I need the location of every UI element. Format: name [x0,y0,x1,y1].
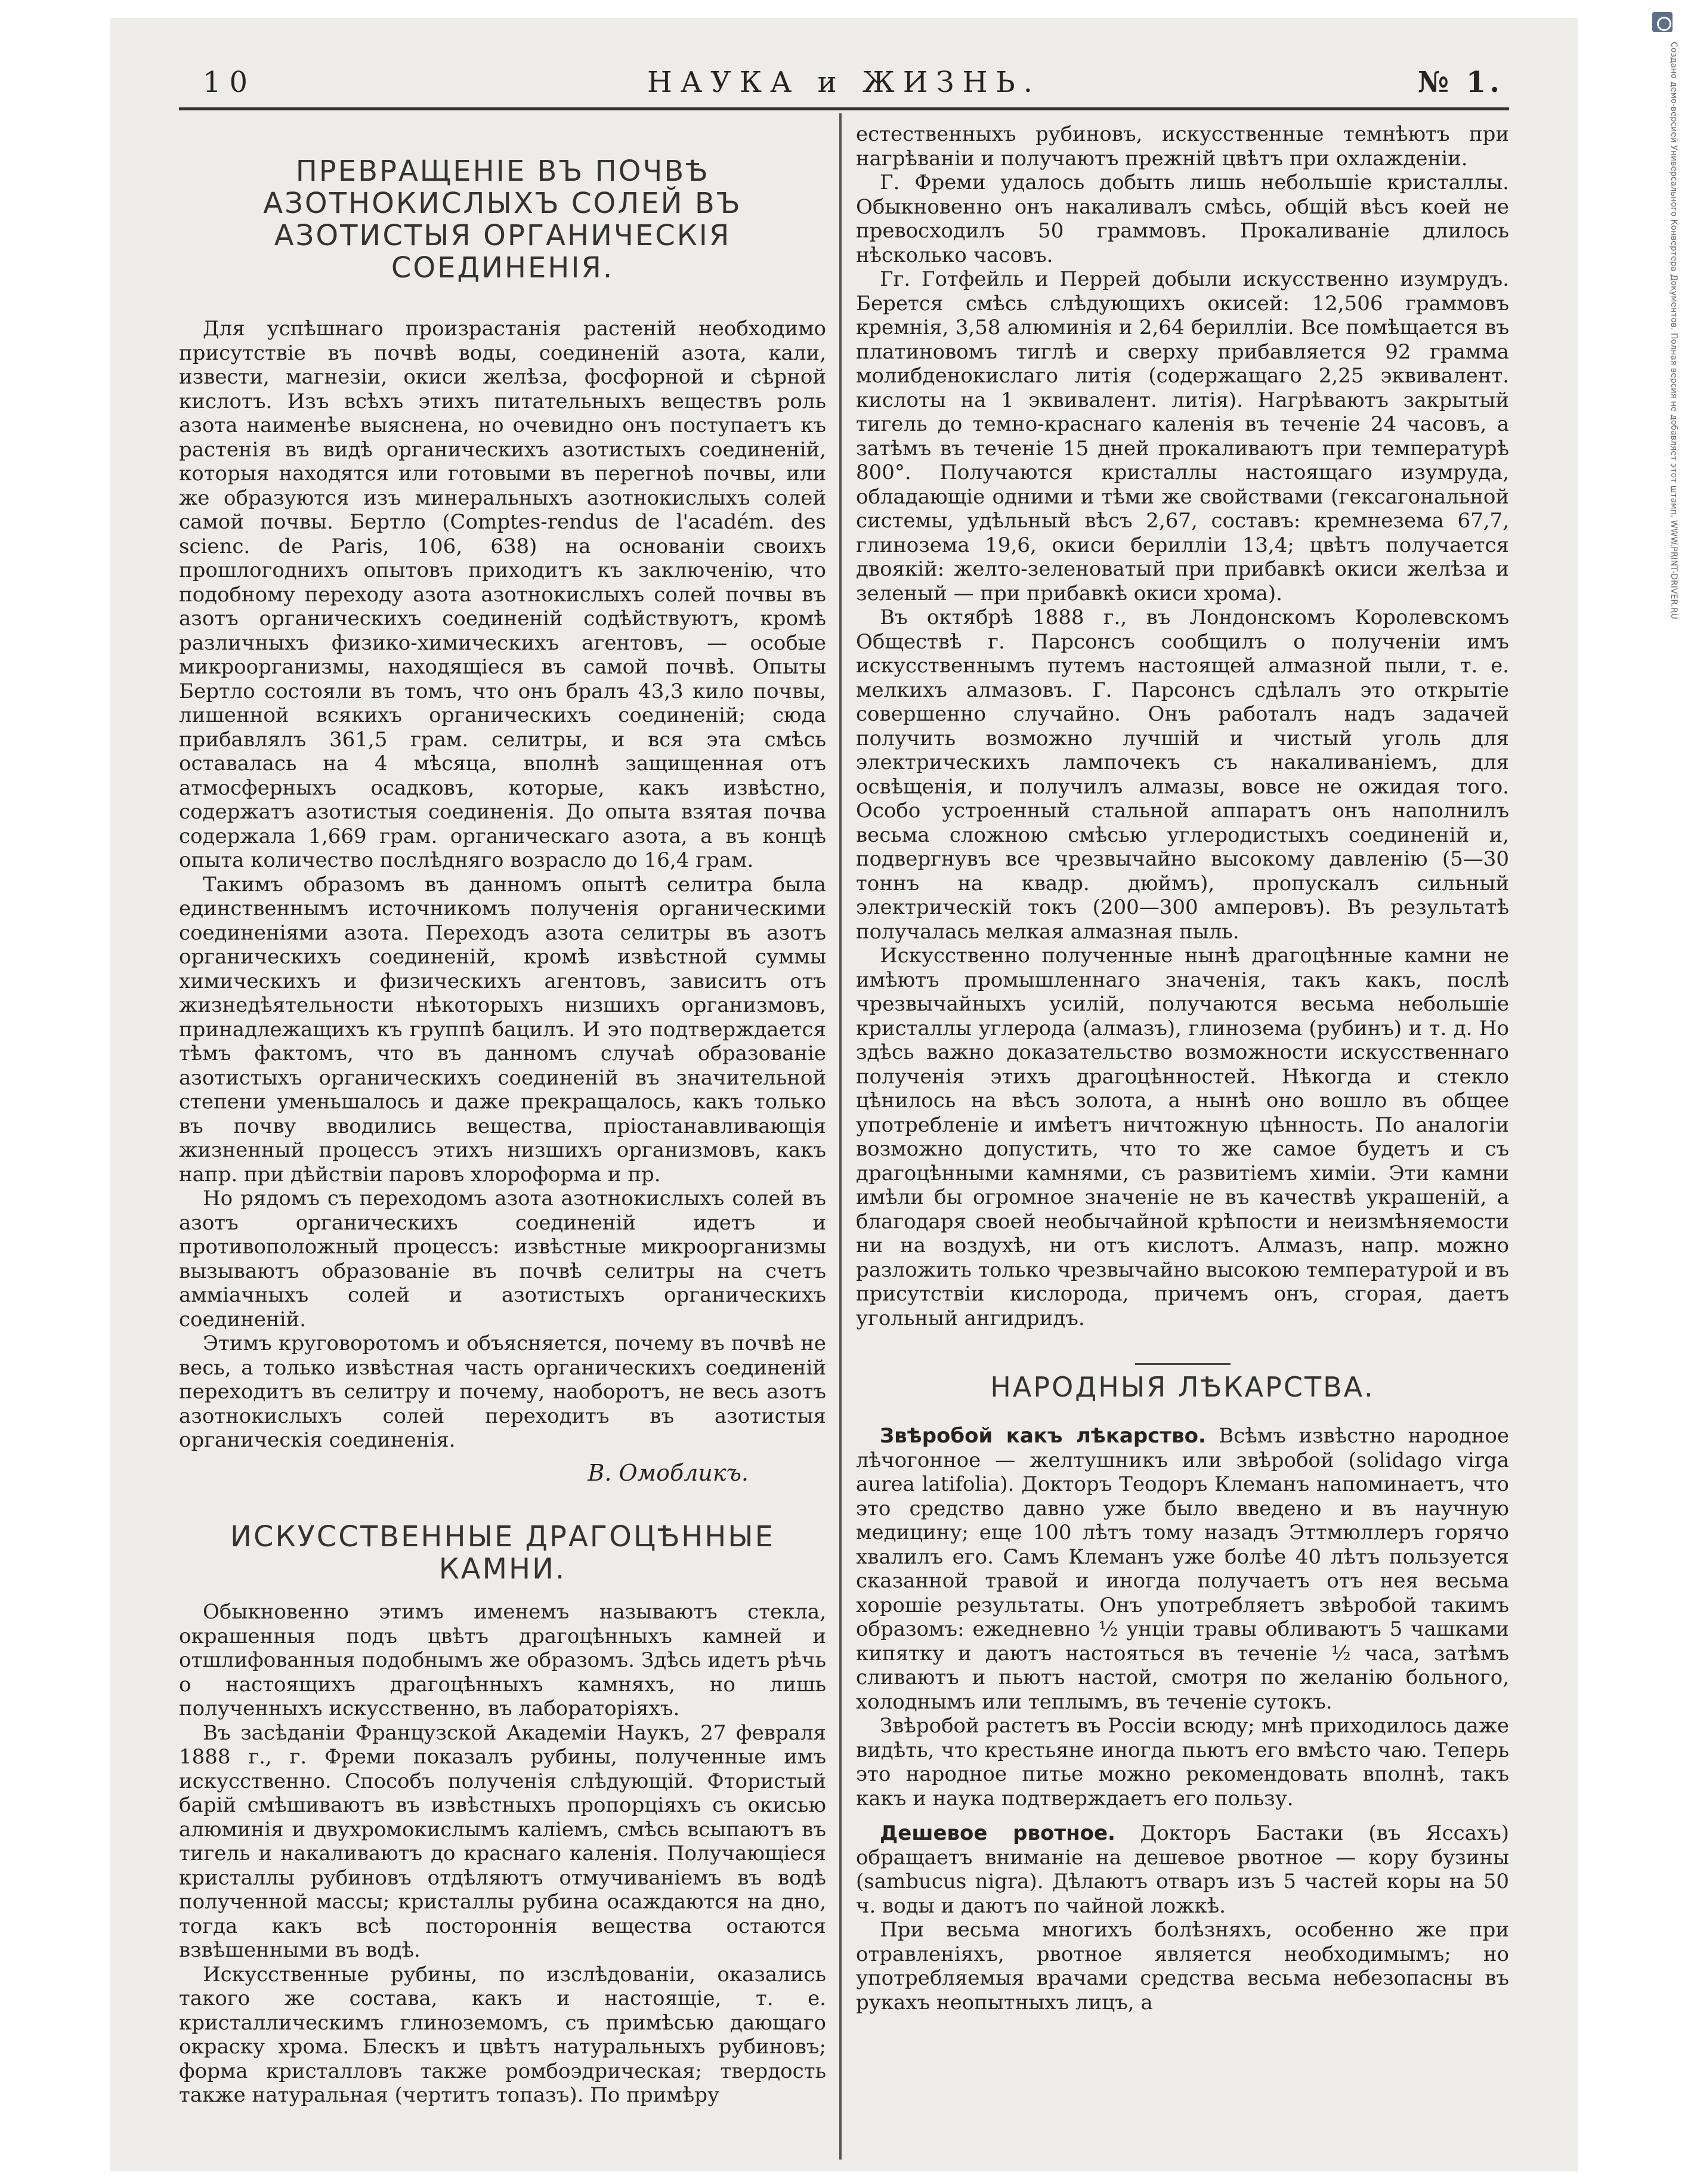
paragraph [856,1424,1509,1714]
right-column [856,122,1509,2015]
running-head [179,54,1509,107]
left-column [179,131,826,2108]
author-signature: В. Омобликъ. [588,1459,749,1486]
page-number: 10 [203,66,256,99]
paragraph-lead: Звѣробой какъ лѣкарство. [880,1424,1206,1448]
paragraph: Въ октябрѣ 1888 г., въ Лондонскомъ Королевскомъ Обществѣ г. Парсонсъ сообщилъ о полученіи имъ искусственнымъ путемъ настоящей алмазной пыли, т. е. мелкихъ алмазовъ. Г. Парсонсъ сдѣлалъ это открытіе совершенно случайно. Онъ работалъ надъ задачей получить возможно лучшій и чистый уголь для электрическихъ лампочекъ съ накаливаніемъ, для освѣщенія, и получилъ алмазы, вовсе не ожидая того. Особо устроенный стальной аппаратъ онъ наполнилъ весьма сложною смѣсью углеродистыхъ соединеній и, подвергнувъ все чрезвычайно высокому давленію (5—30 тоннъ на квадр. дюймъ), пропускалъ сильный электрическій токъ (200—300 амперовъ). Въ результатѣ получалась мелкая алмазная пыль. [856,606,1509,944]
paragraph: При весьма многихъ болѣзняхъ, особенно же при отравленіяхъ, рвотное является необходимымъ; но употребляемыя врачами средства весьма небезопасны въ рукахъ неопытныхъ лицъ, а [856,1918,1509,2015]
header-rule [179,107,1509,110]
journal-title: НАУКА и ЖИЗНЬ. [647,66,1041,99]
article-title-nitrates: ПРЕВРАЩЕНІЕ ВЪ ПОЧВѢ АЗОТНОКИСЛЫХЪ СОЛЕЙ ВЪ АЗОТИСТЫЯ ОРГАНИЧЕСКІЯ СОЕДИНЕНІЯ. [263,155,742,285]
article-title-gems: ИСКУССТВЕННЫЕ ДРАГОЦѢННЫЕ КАМНИ. [230,1520,775,1586]
paragraph: Искусственно полученные нынѣ драгоцѣнные камни не имѣютъ промышленнаго значенія, такъ какъ, послѣ чрезвычайныхъ усилій, получаются весьма небольшіе кристаллы углерода (алмазъ), глинозема (рубинъ) и т. д. Но здѣсь важно доказательство возможности искусственнаго полученія этихъ драгоцѣнностей. Нѣкогда и стекло цѣнилось на вѣсъ золота, а нынѣ оно вошло въ общее употребленіе и имѣетъ ничтожную цѣнность. По аналогіи возможно допустить, что то же самое будетъ и съ драгоцѣнными камнями, съ развитіемъ химіи. Эти камни имѣли бы огромное значеніе не въ качествѣ украшеній, а благодаря своей необычайной крѣпости и неизмѣняемости ни на воздухѣ, ни отъ кислотъ. Алмазъ, напр. можно разложить только чрезвычайно высокою температурой и въ присутствіи кислорода, причемъ онъ, сгорая, даетъ угольный ангидридъ. [856,944,1509,1330]
paragraph: Такимъ образомъ въ данномъ опытѣ селитра была единственнымъ источникомъ полученія органическими соединеніями азота. Переходъ азота селитры въ азотъ органическихъ соединеній, кромѣ извѣстной суммы химическихъ и физическихъ агентовъ, зависитъ отъ жизнедѣятельности нѣкоторыхъ низшихъ организмовъ, принадлежащихъ къ группѣ бацилъ. И это подтверждается тѣмъ фактомъ, что въ данномъ случаѣ образованіе азотистыхъ органическихъ соединеній въ значительной степени уменьшалось и даже прекращалось, какъ только въ почву вводились вещества, пріостанавливающія жизненный процессъ этихъ низшихъ организмовъ, какъ напр. при дѣйствіи паровъ хлороформа и пр. [179,872,826,1187]
newspaper-page [110,18,1578,2171]
scanned-page [110,18,1578,2171]
paragraph: Но рядомъ съ переходомъ азота азотнокислыхъ солей въ азотъ органическихъ соединеній идетъ и противоположный процессъ: извѣстные микроорганизмы вызываютъ образованіе въ почвѣ селитры на счетъ аммiачныхъ солей и азотистыхъ органическихъ соединеній. [179,1187,826,1332]
converter-logo-icon [1652,12,1673,32]
paragraph: Обыкновенно этимъ именемъ называютъ стекла, окрашенныя подъ цвѣтъ драгоцѣнныхъ камней и отшлифованныя подобнымъ же образомъ. Здѣсь идетъ рѣчь о настоящихъ драгоцѣнныхъ камняхъ, но лишь полученныхъ искусственно, въ лабораторіяхъ. [179,1600,826,1720]
article-title-remedies: НАРОДНЫЯ ЛѢКАРСТВА. [990,1371,1375,1403]
paragraph: Для успѣшнаго произрастанія растеній необходимо присутствіе въ почвѣ воды, соединеній азота, кали, извести, магнезіи, окиси желѣза, фосфорной и сѣрной кислотъ. Изъ всѣхъ этихъ питательныхъ веществъ роль азота наименѣе выяснена, но очевидно онъ поступаетъ къ растенія въ видѣ органическихъ азотистыхъ соединеній, которыя находятся или готовыми въ перегноѣ почвы, или же образуются изъ минеральныхъ азотнокислыхъ солей самой почвы. Бертло (Comptes-rendus de l'académ. des scienc. de Paris, 106, 638) на основаніи своихъ прошлогоднихъ опытовъ приходитъ къ заключенію, что подобному переходу азота азотнокислыхъ солей почвы въ азотъ органическихъ соединеній содѣйствуютъ, кромѣ различныхъ физико-химическихъ агентовъ, — особые микроорганизмы, находящіеся въ самой почвѣ. Опыты Бертло состояли въ томъ, что онъ бралъ 43,3 кило почвы, лишенной всякихъ органическихъ соединеній; сюда прибавлялъ 361,5 грам. селитры, и вся эта смѣсь оставалась на 4 мѣсяца, вполнѣ защищенная отъ атмосферныхъ осадковъ, которые, какъ извѣстно, содержатъ азотистыя соединенія. До опыта взятая почва содержала 1,669 грам. органическаго азота, а въ концѣ опыта количество послѣдняго возрасло до 16,4 грам. [179,317,826,872]
paragraph: Г. Фреми удалось добыть лишь небольшіе кристаллы. Обыкновенно онъ накаливалъ смѣсь, общій вѣсъ коей не превосходилъ 50 граммовъ. Прокаливаніе длилось нѣсколько часовъ. [856,171,1509,267]
paragraph-text: Докторъ Бастаки (въ Яссахъ) обращаетъ вниманіе на дешевое рвотное — кору бузины (sambucus nigra). Дѣлаютъ отваръ изъ 5 частей коры на 50 ч. воды и даютъ по чайной ложкѣ. [856,1821,1510,1918]
paragraph: Въ засѣданіи Французской Академіи Наукъ, 27 февраля 1888 г., г. Фреми показалъ рубины, полученные имъ искусственно. Способъ полученія слѣдующій. Фтористый барій смѣшиваютъ въ извѣстныхъ пропорціяхъ съ окисью алюминія и двухромокислымъ каліемъ, смѣсь всыпаютъ въ тигель и накаливаютъ до краснаго каленія. Получающіеся кристаллы рубиновъ отдѣляютъ отмучиваніемъ въ водѣ полученной массы; кристаллы рубина осаждаются на дно, тогда какъ всѣ постороннія вещества остаются взвѣшенными въ водѣ. [179,1720,826,1962]
paragraph: Искусственные рубины, по изслѣдованіи, оказались такого же состава, какъ и настоящіе, т. е. кристаллическимъ глиноземомъ, съ примѣсью дающаго окраску хрома. Блескъ и цвѣтъ натуральныхъ рубиновъ; форма кристалловъ также ромбоэдрическая; твердость также натуральная (чертитъ топазъ). По примѣру [179,1962,826,2107]
paragraph-lead: Дешевое рвотное. [880,1821,1115,1845]
section-divider [1135,1363,1231,1365]
issue-number: № 1. [1418,66,1503,99]
column-divider [839,113,842,2160]
paragraph: Этимъ круговоротомъ и объясняется, почему въ почвѣ не весь, а только извѣстная часть органическихъ соединеній переходитъ въ селитру и почему, наоборотъ, не весь азотъ азотнокислыхъ солей переходитъ въ азотистыя органическія соединенія. [179,1332,826,1452]
paragraph-continued: естественныхъ рубиновъ, искусственные темнѣютъ при нагрѣваніи и получаютъ прежній цвѣтъ при охлажденіи. [856,122,1509,171]
paragraph: Звѣробой растетъ въ Россіи всюду; мнѣ приходилось даже видѣть, что крестьяне иногда пьютъ его вмѣсто чаю. Теперь это народное питье можно рекомендовать вполнѣ, такъ какъ и наука подтверждаетъ его пользу. [856,1714,1509,1811]
paragraph: Гг. Готфейль и Перрей добыли искусственно изумрудъ. Берется смѣсь слѣдующихъ окисей: 12,506 граммовъ кремнія, 3,58 алюминія и 2,64 берилліи. Все помѣщается въ платиновомъ тиглѣ и сверху прибавляется 92 грамма молибденокислаго литія (содержащаго 2,25 эквивалент. кислоты на 1 эквивалент. литія). Нагрѣваютъ закрытый тигель до темно-краснаго каленія въ теченіе 24 часовъ, а затѣмъ въ теченіе 15 дней прокаливаютъ при температурѣ 800°. Получаются кристаллы настоящаго изумруда, обладающіе одними и тѣми же свойствами (гексагональной системы, удѣльный вѣсъ 2,67, составъ: кремнезема 67,7, глинозема 19,6, окиси берилліи 13,4; цвѣтъ получается двоякій: желто-зеленоватый при прибавкѣ окиси желѣза и зеленый — при прибавкѣ окиси хрома). [856,267,1509,606]
watermark-stamp: Создано демо-версией Универсального Конвертера Документов. Полная версия не добавляет этот штамп. WWW.PRINT-DRIVER.RU [1669,42,1678,619]
paragraph [856,1821,1509,1918]
paragraph-text: Всѣмъ извѣстно народное лѣчогонное — желтушникъ или звѣробой (solidago virga aurea latifolia). Докторъ Теодоръ Клеманъ напоминаетъ, что это средство давно уже было введено и въ научную медицину; еще 100 лѣтъ тому назадъ Эттмюллеръ горячо хвалилъ его. Самъ Клеманъ уже болѣе 40 лѣтъ пользуется сказанной травой и иногда получаетъ отъ нея весьма хорошіе результаты. Онъ употребляетъ звѣробой такимъ образомъ: ежедневно ½ унціи травы обливаютъ 5 чашками кипятку и даютъ настояться въ теченіе ½ часа, затѣмъ сливаютъ и пьютъ настой, смотря по желанію больного, холоднымъ или теплымъ, въ теченіе сутокъ. [856,1424,1509,1714]
